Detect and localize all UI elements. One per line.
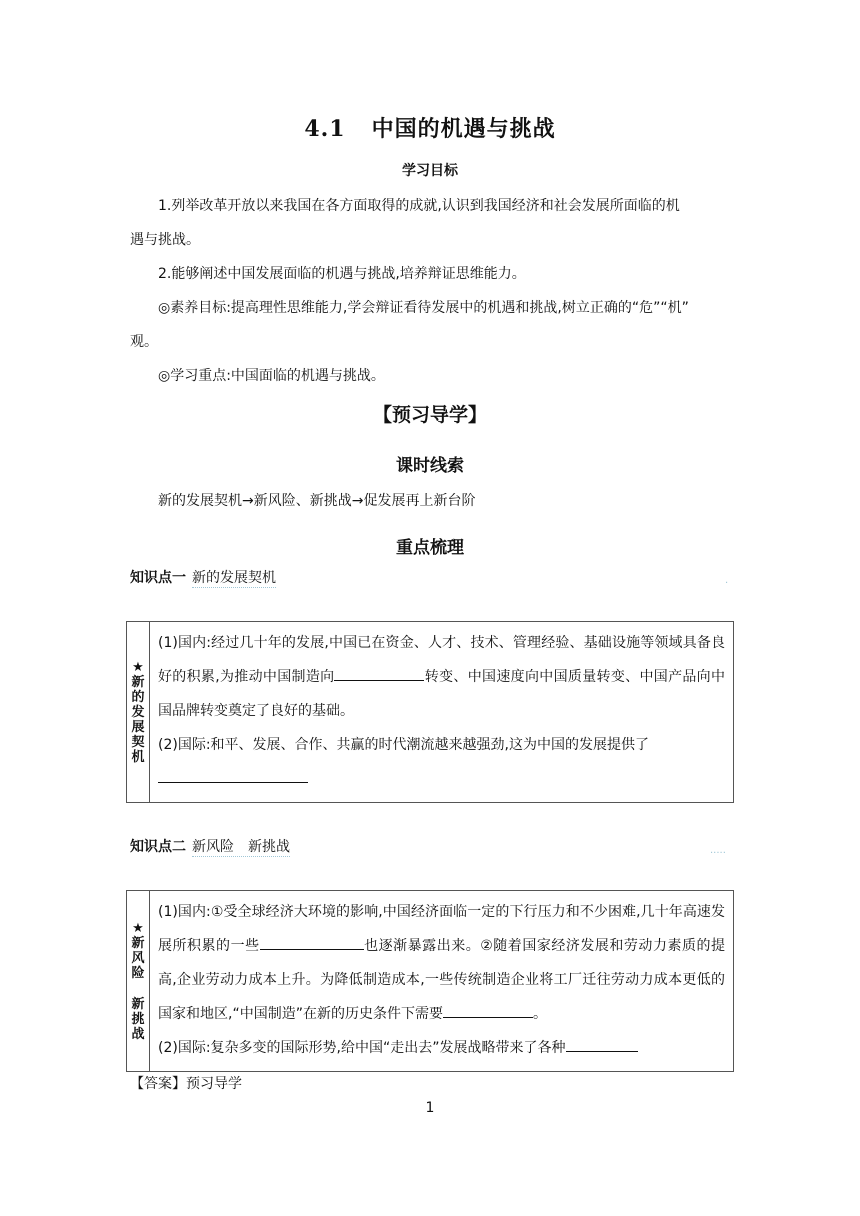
kp1-domestic-text-a: (1)国内:经过几十年的发展,中国已在资金、人才、技术、管理经验、基础设施等领域具备良好的积累,为推动中国制造向: [158, 635, 725, 685]
kp2-domestic-text-b: 也逐渐暴露出来。②随着国家经济发展和劳动力素质的提高,企业劳动力成本上升。为降低制造成本,一些传统制造企业将工厂迁往劳动力成本更低的国家和地区,“中国制造”在新的历史条件下需要: [158, 938, 726, 1022]
side-char: 契: [131, 734, 145, 750]
objectives-heading: 学习目标: [402, 163, 458, 179]
side-char: 战: [131, 1026, 145, 1042]
fill-blank[interactable]: [158, 768, 308, 783]
side-char: 展: [131, 719, 145, 735]
side-char: ★: [132, 659, 144, 675]
page-title: [0, 112, 860, 143]
section-number: 4.1: [304, 116, 346, 142]
learning-focus-text: ◎学习重点:中国面临的机遇与挑战。: [158, 368, 385, 384]
kp1-international-text: (2)国际:和平、发展、合作、共赢的时代潮流越来越强劲,这为中国的发展提供了: [158, 737, 649, 753]
review-heading: 重点梳理: [396, 538, 464, 558]
kp1-domestic-text-b: 转变、中国速度向中国质量转变、中国产品向中国品牌转变奠定了良好的基础。: [158, 669, 725, 719]
learning-focus: [130, 359, 734, 393]
literacy-goal-line2: 观。: [130, 334, 158, 350]
knowledge-point-2-topic: 新风险 新挑战: [192, 839, 290, 855]
knowledge-point-2-table: [126, 890, 734, 1072]
decorative-dots: .: [725, 575, 729, 586]
knowledge-point-2-side-label: [127, 891, 150, 1072]
kp2-international-text: (2)国际:复杂多变的国际形势,给中国“走出去”发展战略带来了各种: [158, 1040, 566, 1056]
side-char: 的: [131, 689, 145, 705]
objective-2: [130, 257, 734, 291]
side-char: 新: [131, 935, 145, 951]
lesson-clue: [130, 484, 734, 518]
knowledge-point-2-label: 知识点二: [130, 839, 186, 855]
side-char: 发: [131, 704, 145, 720]
objective-1: [130, 189, 734, 257]
objective-2-text: 2.能够阐述中国发展面临的机遇与挑战,培养辩证思维能力。: [158, 266, 526, 282]
side-char: 险: [131, 965, 145, 981]
knowledge-point-1-table: [126, 621, 734, 803]
fill-blank[interactable]: [334, 666, 424, 681]
side-char: 机: [131, 749, 145, 765]
preview-heading: 【预习导学】: [372, 404, 487, 426]
fill-blank[interactable]: [260, 935, 364, 950]
kp2-domestic-text-a: (1)国内:①受全球经济大环境的影响,中国经济面临一定的下行压力和不少困难,几十年高速发展所积累的一些: [158, 904, 725, 954]
page-number: 1: [425, 1100, 435, 1116]
side-char: 风: [131, 950, 145, 966]
side-char: ★: [132, 920, 144, 936]
knowledge-point-1-heading: [130, 567, 276, 587]
literacy-goal: [130, 291, 734, 359]
fill-blank[interactable]: [443, 1003, 533, 1018]
knowledge-point-2-body: [150, 891, 734, 1072]
side-char: 新: [131, 674, 145, 690]
knowledge-point-1-side-label: [127, 622, 150, 803]
objective-1-line2: 遇与挑战。: [130, 232, 200, 248]
section-title: 中国的机遇与挑战: [371, 116, 556, 142]
knowledge-point-2-heading: [130, 836, 290, 856]
objective-1-line1: 1.列举改革开放以来我国在各方面取得的成就,认识到我国经济和社会发展所面临的机: [158, 198, 680, 214]
clue-heading: 课时线索: [396, 456, 464, 476]
knowledge-point-1-body: [150, 622, 734, 803]
knowledge-point-1-label: 知识点一: [130, 570, 186, 586]
knowledge-point-1-topic: 新的发展契机: [192, 570, 276, 586]
side-char: 新: [131, 996, 145, 1012]
fill-blank[interactable]: [566, 1037, 638, 1052]
side-char: 挑: [131, 1011, 145, 1027]
literacy-goal-line1: ◎素养目标:提高理性思维能力,学会辩证看待发展中的机遇和挑战,树立正确的“危”“机”: [158, 300, 689, 316]
lesson-clue-text: 新的发展契机→新风险、新挑战→促发展再上新台阶: [158, 493, 476, 509]
decorative-dots: .....: [710, 845, 726, 856]
kp2-domestic-text-c: 。: [532, 1006, 547, 1022]
answer-label: 【答案】预习导学: [130, 1076, 242, 1092]
